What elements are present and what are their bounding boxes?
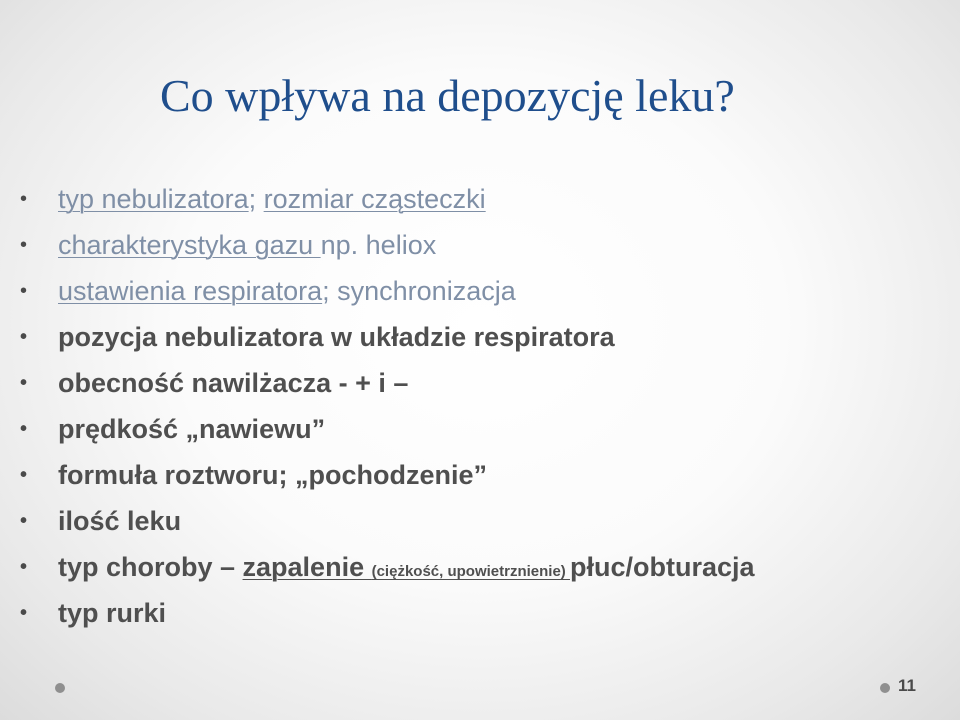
bullet-icon: • [20,556,28,578]
bullet-text: typ choroby – [58,552,243,582]
bullet-text: ; synchronizacja [322,276,516,306]
list-item [20,268,755,314]
bullet-text: ustawienia respiratora [58,276,323,306]
list-item [20,590,755,636]
bullet-text: ; [248,184,264,214]
bullet-text: obecność nawilżacza - + i – [58,368,409,398]
list-item [20,452,755,498]
bullet-text: ilość leku [58,506,182,536]
bullet-text: charakterystyka gazu [58,230,321,260]
list-item [20,222,755,268]
bullet-text: (ciężkość, upowietrznienie) [371,563,570,580]
footer-dot-icon [880,683,890,693]
list-item [20,360,755,406]
bullet-icon: • [20,234,28,256]
bullet-icon: • [20,510,28,532]
bullet-icon: • [20,418,28,440]
bullet-text: płuc/obturacja [569,552,755,582]
bullet-text: prędkość „nawiewu” [58,414,326,444]
bullet-text: pozycja nebulizatora w układzie respiratora [58,322,615,352]
list-item [20,176,755,222]
bullet-icon: • [20,326,28,348]
bullet-text: zapalenie [242,552,372,582]
list-item [20,406,755,452]
bullet-icon: • [20,188,28,210]
bullet-icon: • [20,602,28,624]
list-item [20,498,755,544]
slide-title: Co wpływa na depozycję leku? [160,70,735,121]
bullet-text: np. heliox [320,230,437,260]
bullet-icon: • [20,464,28,486]
bullet-text: typ nebulizatora [58,184,249,214]
list-item [20,544,755,590]
footer-dot-icon [55,683,65,693]
bullet-text: rozmiar cząsteczki [263,184,486,214]
bullet-list [20,176,755,636]
list-item [20,314,755,360]
bullet-text: formuła roztworu; „pochodzenie” [58,460,487,490]
page-number: 11 [898,676,916,695]
bullet-text: typ rurki [58,598,167,628]
bullet-icon: • [20,372,28,394]
bullet-icon: • [20,280,28,302]
